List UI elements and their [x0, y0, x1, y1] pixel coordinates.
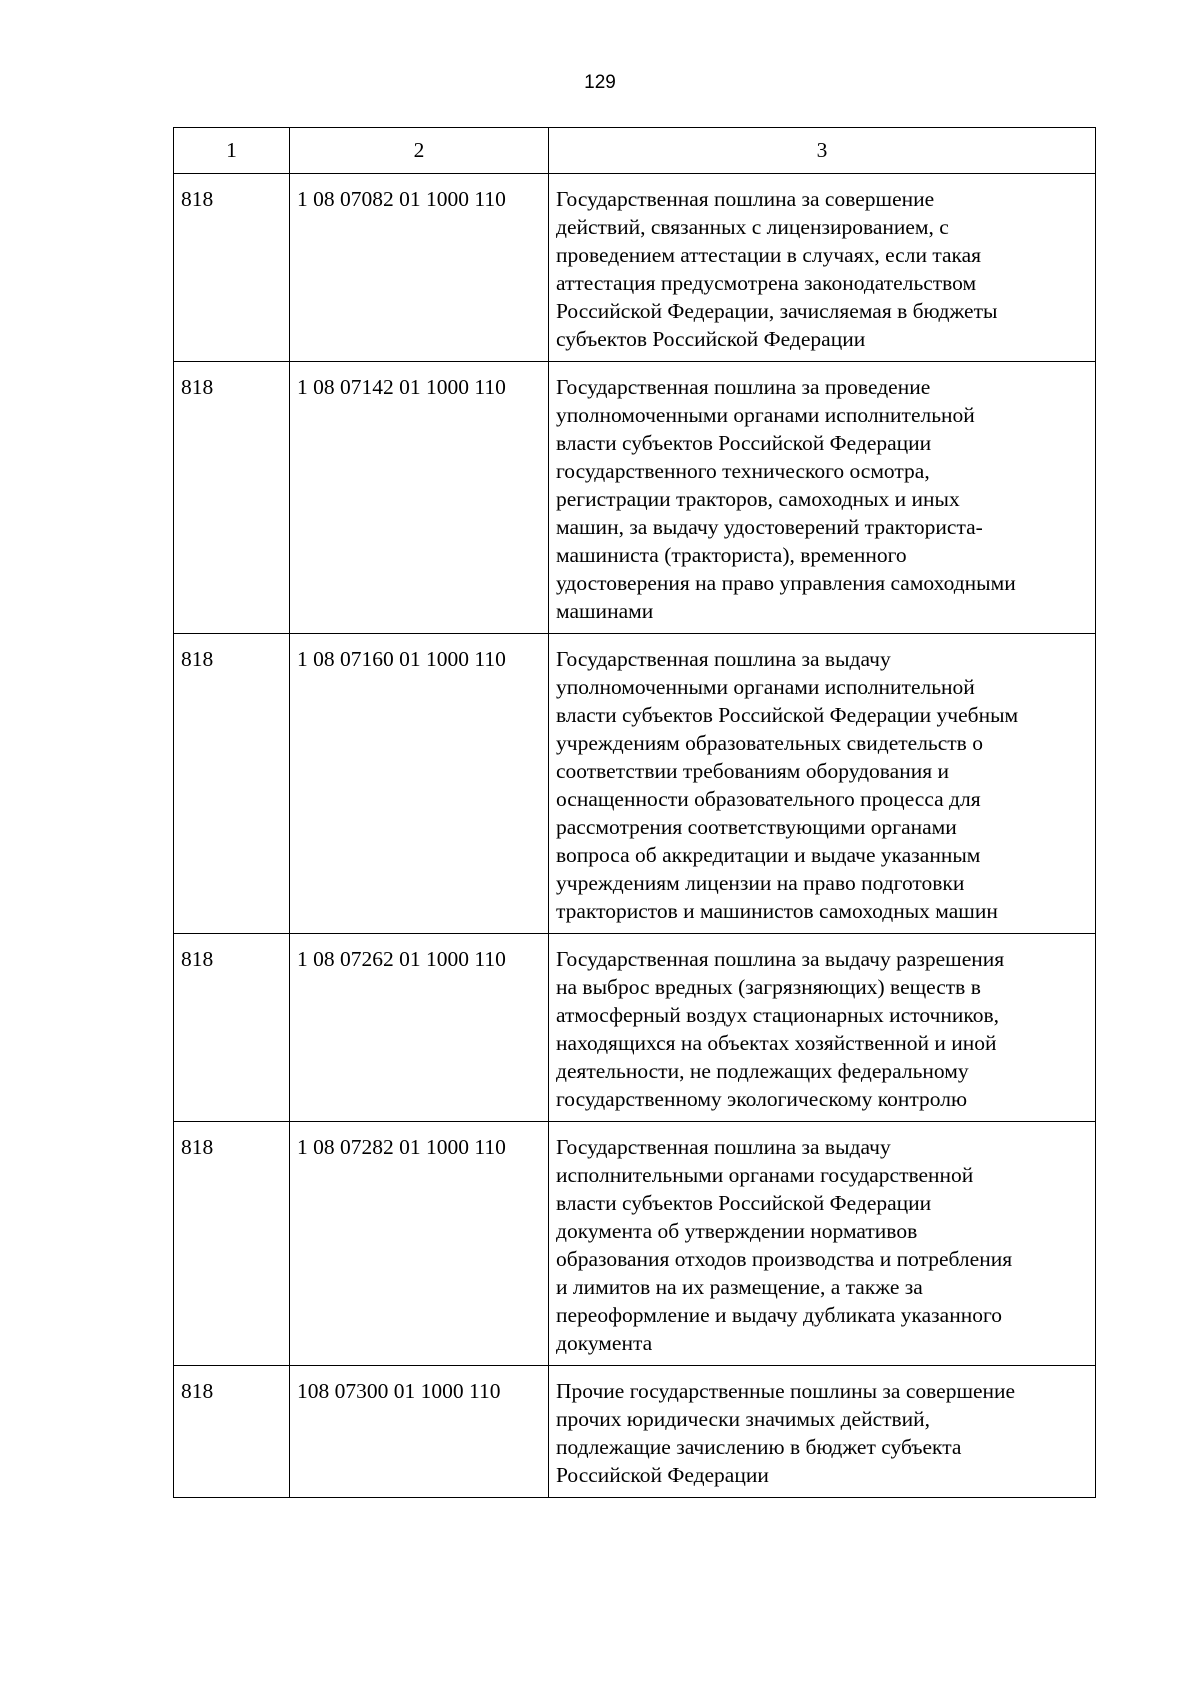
description-cell: Государственная пошлина за проведение уполномоченными органами исполнительной власти субъектов Российской Федерации государственного технического осмотра, регистрации тракторов, самоходных и иных машин, за выдачу удостоверений тракториста- машиниста (тракториста), временного удостоверения на право управления самоходными машинами [549, 362, 1096, 634]
admin-code-cell: 818 [174, 362, 290, 634]
table-row [174, 1122, 1096, 1366]
kbk-code-cell: 1 08 07160 01 1000 110 [290, 634, 549, 934]
admin-code-cell: 818 [174, 934, 290, 1122]
description-cell: Прочие государственные пошлины за совершение прочих юридически значимых действий, подлежащие зачислению в бюджет субъекта Российской Федерации [549, 1366, 1096, 1498]
page-number: 129 [584, 72, 616, 93]
admin-code-cell: 818 [174, 174, 290, 362]
admin-code-cell: 818 [174, 1366, 290, 1498]
table-row [174, 634, 1096, 934]
description-cell: Государственная пошлина за совершение действий, связанных с лицензированием, с проведением аттестации в случаях, если такая аттестация предусмотрена законодательством Российской Федерации, зачисляемая в бюджеты субъектов Российской Федерации [549, 174, 1096, 362]
admin-code-cell: 818 [174, 1122, 290, 1366]
kbk-code-cell: 1 08 07142 01 1000 110 [290, 362, 549, 634]
budget-codes-table [173, 127, 1096, 1498]
description-cell: Государственная пошлина за выдачу разрешения на выброс вредных (загрязняющих) веществ в атмосферный воздух стационарных источников, находящихся на объектах хозяйственной и иной деятельности, не подлежащих федеральному государственному экологическому контролю [549, 934, 1096, 1122]
table-row [174, 1366, 1096, 1498]
description-cell: Государственная пошлина за выдачу исполнительными органами государственной власти субъектов Российской Федерации документа об утверждении нормативов образования отходов производства и потребления и лимитов на их размещение, а также за переоформление и выдачу дубликата указанного документа [549, 1122, 1096, 1366]
column-header-1: 1 [174, 128, 290, 174]
description-cell: Государственная пошлина за выдачу уполномоченными органами исполнительной власти субъектов Российской Федерации учебным учреждениям образовательных свидетельств о соответствии требованиям оборудования и оснащенности образовательного процесса для рассмотрения соответствующими органами вопроса об аккредитации и выдаче указанным учреждениям лицензии на право подготовки трактористов и машинистов самоходных машин [549, 634, 1096, 934]
kbk-code-cell: 1 08 07262 01 1000 110 [290, 934, 549, 1122]
table-header-row [174, 128, 1096, 174]
admin-code-cell: 818 [174, 634, 290, 934]
table-row [174, 362, 1096, 634]
kbk-code-cell: 1 08 07282 01 1000 110 [290, 1122, 549, 1366]
kbk-code-cell: 1 08 07082 01 1000 110 [290, 174, 549, 362]
kbk-code-cell: 108 07300 01 1000 110 [290, 1366, 549, 1498]
column-header-2: 2 [290, 128, 549, 174]
column-header-3: 3 [549, 128, 1096, 174]
table-row [174, 934, 1096, 1122]
table-row [174, 174, 1096, 362]
